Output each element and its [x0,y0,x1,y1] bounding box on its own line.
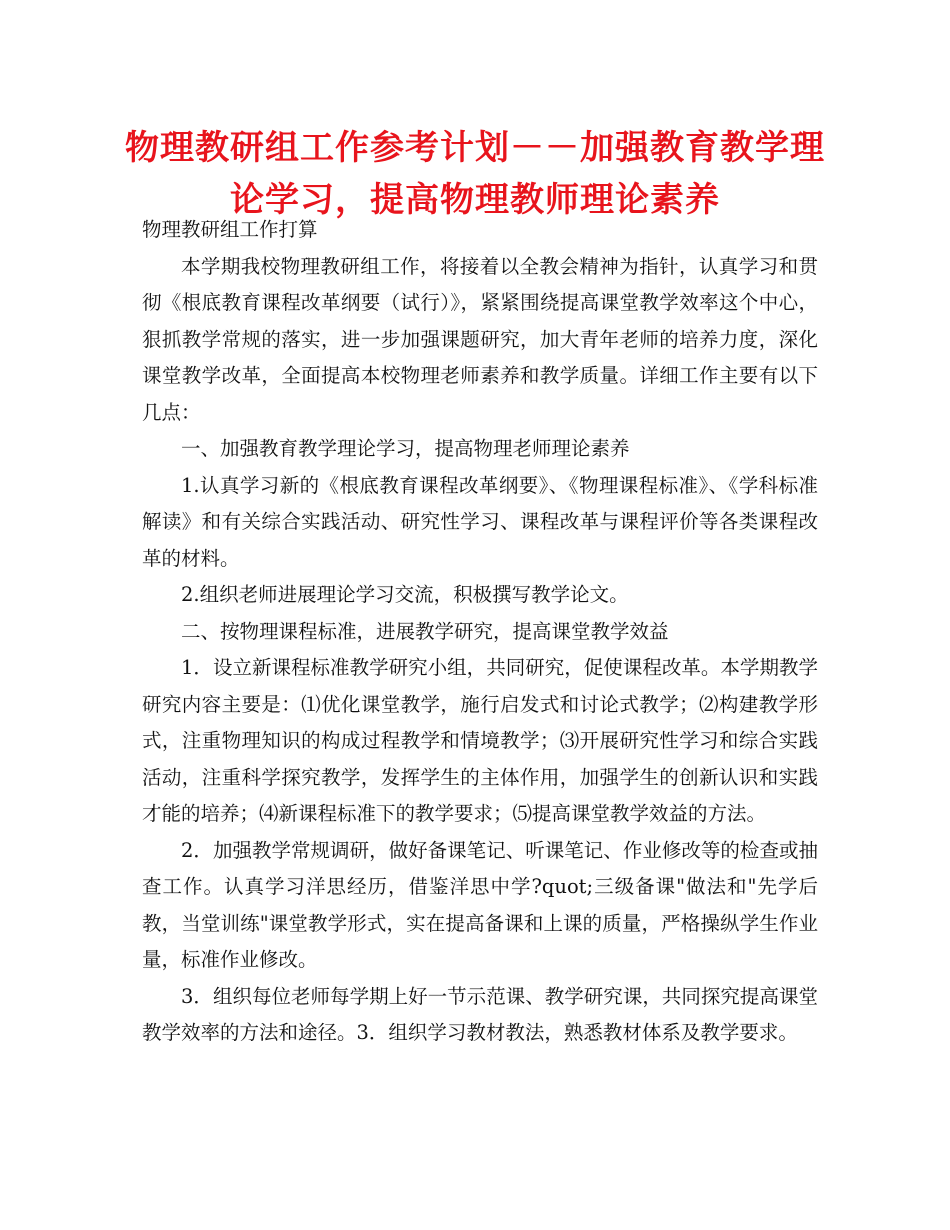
paragraph-2-1: 1．设立新课程标准教学研究小组，共同研究，促使课程改革。本学期教学研究内容主要是：⑴优化课堂教学，施行启发式和讨论式教学；⑵构建教学形式，注重物理知识的构成过程教学和情境教学；⑶开展研究性学习和综合实践活动，注重科学探究教学，发挥学生的主体作用，加强学生的创新认识和实践才能的培养；⑷新课程标准下的教学要求；⑸提高课堂教学效益的方法。 [142,656,818,825]
paragraph-intro: 本学期我校物理教研组工作，将接着以全教会精神为指针，认真学习和贯彻《根底教育课程改革纲要（试行）》，紧紧围绕提高课堂教学效率这个中心，狠抓教学常规的落实，进一步加强课题研究，加大青年老师的培养力度，深化课堂教学改革，全面提高本校物理老师素养和教学质量。详细工作主要有以下几点： [142,254,818,424]
section-heading-2: 二、按物理课程标准，进展教学研究，提高课堂教学效益 [181,619,669,643]
paragraph-1-1: 1.认真学习新的《根底教育课程改革纲要》、《物理课程标准》、《学科标准解读》和有关综合实践活动、研究性学习、课程改革与课程评价等各类课程改革的材料。 [142,473,818,570]
paragraph-2-2: 2．加强教学常规调研，做好备课笔记、听课笔记、作业修改等的检查或抽查工作。认真学习洋思经历，借鉴洋思中学?quot;三级备课"做法和"先学后教，当堂训练"课堂教学形式，实在提高备课和上课的质量，严格操纵学生作业量，标准作业修改。 [142,838,818,971]
section-heading-1: 一、加强教育教学理论学习，提高物理老师理论素养 [181,437,630,460]
paragraph-1-2: 2.组织老师进展理论学习交流，积极撰写教学论文。 [181,583,629,606]
document-body [142,212,818,1052]
document-subtitle: 物理教研组工作打算 [142,218,318,241]
paragraph-2-3: 3．组织每位老师每学期上好一节示范课、教学研究课，共同探究提高课堂教学效率的方法和途径。3．组织学习教材教法，熟悉教材体系及教学要求。 [142,984,818,1044]
document-title: 物理教研组工作参考计划－－加强教育教学理论学习，提高物理教师理论素养 [125,128,825,220]
